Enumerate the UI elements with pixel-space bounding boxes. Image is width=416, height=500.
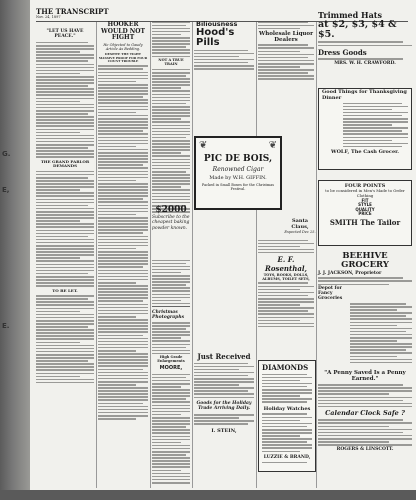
four-points-subtitle: to be considered in Men's Made to Order Clothing (325, 188, 405, 198)
just-received-subtitle: Goods for the Holiday Trade Arriving Daily. (196, 401, 252, 412)
santa-subtitle: Expected Dec 25. (284, 230, 316, 234)
column-4-lower (194, 352, 254, 434)
ad-text (194, 50, 254, 70)
smith-tailor: SMITH The Tailor (329, 217, 401, 227)
ad-text (318, 419, 412, 445)
reward-text: Subscribe to the cheapest baking powder known. (152, 215, 190, 231)
rosenthal-heading: E. F. Rosenthal, (265, 254, 307, 273)
reward-ad (152, 205, 190, 255)
beehive-heading: BEEHIVE GROCERY (341, 251, 389, 270)
corner-ornament: ❦ (268, 140, 277, 151)
dress-goods-heading: Dress Goods (318, 47, 367, 57)
photographer-name: MOORE, (159, 365, 183, 372)
rogers-linscott: ROGERS & LINSCOTT. (336, 447, 394, 453)
hat-prices: at $2, $3, $4 & $5. (318, 19, 397, 40)
article-text (152, 374, 190, 484)
page-bottom-edge (0, 490, 416, 500)
ad-text (194, 414, 254, 425)
ad-text (258, 44, 314, 80)
hoods-heading: Hood's Pills (196, 27, 235, 48)
biliousness-heading: Biliousness (196, 20, 238, 28)
headline: TO BE LET. (52, 287, 78, 293)
article-text (36, 295, 94, 383)
column-rule (192, 22, 193, 488)
tailor-ad (318, 180, 412, 246)
diamonds-ad (258, 360, 316, 472)
column-rule (96, 22, 97, 488)
article-text (36, 42, 94, 158)
point-fit: FIT (361, 198, 369, 204)
four-points-heading: FOUR POINTS (344, 183, 386, 189)
milliner-name: MRS. W. H. CRAWFORD. (334, 61, 396, 67)
article-text (152, 322, 190, 355)
ad-text (262, 413, 312, 452)
diamonds-heading: DIAMONDS (262, 363, 309, 372)
trimmed-hats-heading: Trimmed Hats (318, 10, 382, 20)
holiday-watches-heading: Holiday Watches (263, 405, 311, 412)
headline: NOT A TRUE TRAIN (158, 58, 184, 66)
ad-text (258, 282, 314, 327)
ad-text (258, 240, 314, 254)
article-text (152, 260, 190, 305)
ad-text (194, 363, 254, 399)
column-4 (194, 20, 254, 71)
column-5 (258, 20, 314, 82)
price-list (350, 303, 412, 363)
ad-text (262, 374, 312, 403)
column-3-lower (152, 258, 190, 485)
binding-edge (0, 0, 30, 500)
masthead-date: Nov. 24, 1897 (36, 15, 61, 19)
calendar-safe-heading: Calendar Clock Safe ? (325, 409, 405, 418)
cigar-ad-subtitle: Renowned Cigar (212, 166, 264, 173)
headline: HOOKER WOULD NOT FIGHT (101, 21, 145, 42)
article-text (152, 22, 190, 58)
column-5-middle (258, 238, 314, 329)
column-rule (256, 22, 257, 488)
article-text (36, 171, 94, 287)
margin-fragment: E. (2, 322, 10, 330)
subheadline: He Objected to Gaudy Article As Bedding. (103, 42, 143, 51)
ad-text (318, 384, 412, 407)
headline: THE GRAND PARLOR DEMANDS (40, 158, 90, 169)
depot-heading: Depot for Fancy Groceries (318, 285, 343, 301)
ad-text (318, 58, 412, 60)
column-1 (36, 20, 94, 385)
ad-text (318, 41, 412, 46)
notice-heading: Christmas Photographs (152, 310, 185, 321)
thanksgiving-ad (318, 88, 412, 170)
column-rule (150, 22, 151, 488)
cigar-ad (194, 136, 282, 210)
cigar-ad-title: PIC DE BOIS, (203, 154, 273, 164)
masthead-title: THE TRANSCRIPT (36, 7, 109, 16)
headline: "LET US HAVE PEACE." (46, 29, 84, 39)
point-quality: QUALITY (355, 206, 375, 212)
subheadline: DESPITE THE TIGHT MASSIVE PROOF FOR FOUR COUNT TROUBLE (98, 52, 148, 64)
grocery-proprietor: J. J. JACKSON, Proprietor (318, 270, 382, 276)
wholesale-heading: Wholesale Liquor Dealers (259, 30, 313, 43)
hall-heading: High Grade Enlargements (157, 355, 185, 364)
column-rule (316, 22, 317, 488)
corner-ornament: ❦ (199, 140, 208, 151)
point-price: PRICE (358, 211, 372, 217)
ad-text (258, 22, 314, 30)
column-6 (318, 10, 412, 66)
just-received-heading: Just Received (197, 352, 251, 361)
article-text (152, 69, 190, 213)
ad-text (262, 462, 312, 464)
ad-text (343, 103, 408, 148)
column-2 (98, 20, 148, 421)
column-6-grocery (318, 252, 412, 365)
point-style: STYLE (358, 202, 372, 208)
rosenthal-subtitle: TOYS, BOOKS, DOLLS, ALBUMS, TOILET SETS, (262, 272, 310, 281)
luzzie-brand: LUZZIE & BRAND, (263, 455, 311, 461)
ad-text (318, 277, 412, 285)
penny-saved-heading: "A Penny Saved Is a Penny Earned." (324, 370, 406, 383)
cigar-ad-maker: Made by W.H. GIFFIN. (209, 175, 267, 181)
cigar-ad-note: Packed in Small Boxes for the Christmas Festival. (201, 183, 275, 191)
column-3 (152, 20, 190, 214)
wolf-grocer: WOLF, The Cash Grocer. (330, 149, 400, 156)
thanksgiving-heading: Good Things for Thanksgiving Dinner (322, 89, 407, 101)
merchant-name: I. STEIN, (211, 428, 237, 434)
column-6-bottom (318, 370, 412, 452)
margin-fragment: G. (2, 150, 11, 158)
column-5-santa (284, 218, 316, 234)
reward-amount: $2000 (155, 205, 187, 215)
article-text (98, 65, 148, 419)
santa-heading: Santa Claus, (291, 218, 309, 230)
margin-fragment: E, (2, 186, 10, 194)
